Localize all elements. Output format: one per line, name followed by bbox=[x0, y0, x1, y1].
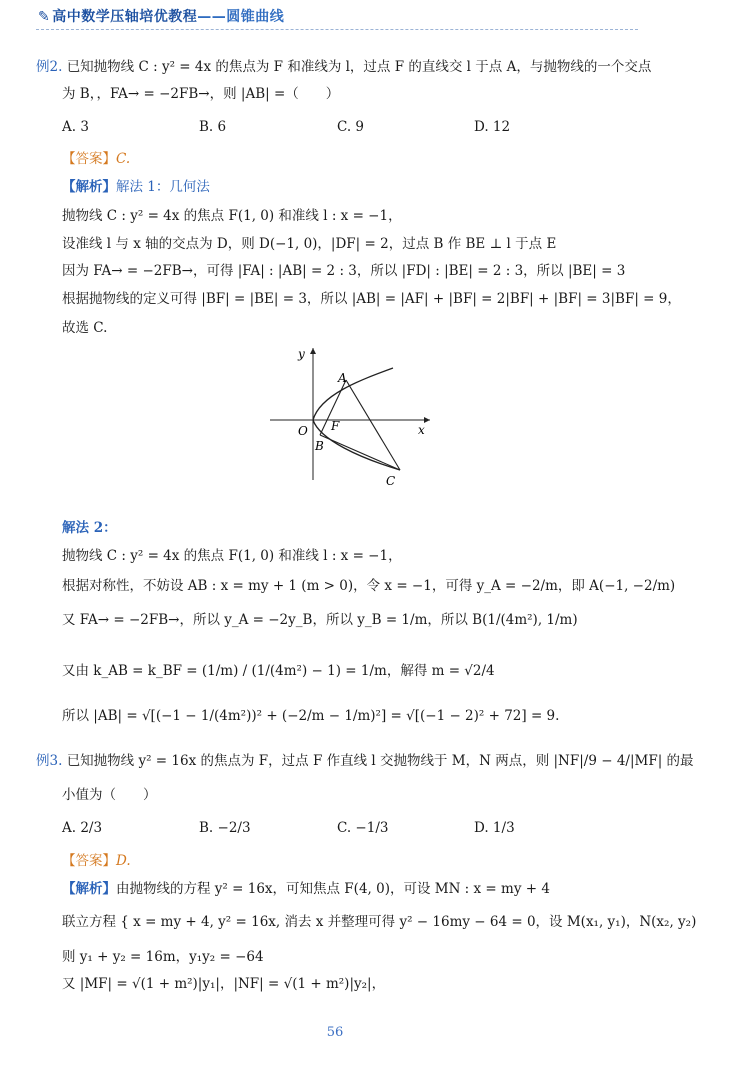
ex2-m2-line4: 又由 k_AB = k_BF = (1/m) / (1/(4m²) − 1) = 1/m，解得 m = √2/4 bbox=[62, 663, 495, 679]
label-y: y bbox=[298, 347, 305, 361]
ex2-method1-title: 解法 1：几何法 bbox=[116, 179, 210, 195]
ex2-method2-title: 解法 2： bbox=[62, 520, 117, 536]
ex3-option-c: C. −1/3 bbox=[337, 820, 389, 836]
label-c: C bbox=[386, 474, 396, 488]
label-f: F bbox=[331, 419, 340, 433]
ex2-m1-line4: 根据抛物线的定义可得 |BF| = |BE| = 3，所以 |AB| = |AF| + |BF| = 2|BF| + |BF| = 3|BF| = 9， bbox=[62, 291, 681, 307]
ex2-stem-text1: 已知抛物线 C : y² = 4x 的焦点为 F 和准线为 l，过点 F 的直线交 l 于点 A，与抛物线的一个交点 bbox=[66, 59, 652, 75]
ex2-analysis-tag: 【解析】 bbox=[62, 179, 116, 195]
running-header bbox=[38, 6, 284, 26]
parabola-curve bbox=[313, 368, 400, 470]
header-divider bbox=[36, 29, 638, 30]
ex3-line4: 又 |MF| = √(1 + m²)|y₁|，|NF| = √(1 + m²)|y₂|， bbox=[62, 976, 386, 992]
ex2-m1-line2: 设准线 l 与 x 轴的交点为 D，则 D(−1, 0)，|DF| = 2，过点 B 作 BE ⊥ l 于点 E bbox=[62, 236, 557, 252]
ex3-answer-tag: 【答案】 bbox=[62, 853, 116, 869]
ex3-line3: 则 y₁ + y₂ = 16m，y₁y₂ = −64 bbox=[62, 949, 264, 965]
ex2-m2-line5: 所以 |AB| = √[(−1 − 1/(4m²))² + (−2/m − 1/m)²] = √[(−1 − 2)² + 72] = 9. bbox=[62, 708, 560, 724]
ex2-m1-line3: 因为 FA→ = −2FB→，可得 |FA| : |AB| = 2 : 3，所以 |FD| : |BE| = 2 : 3，所以 |BE| = 3 bbox=[62, 263, 626, 279]
pen-icon: ✎ bbox=[38, 9, 51, 25]
label-o: O bbox=[298, 424, 308, 438]
ex3-answer bbox=[62, 852, 131, 870]
ex2-option-a: A. 3 bbox=[62, 119, 89, 135]
ex3-option-d: D. 1/3 bbox=[474, 820, 515, 836]
ex3-stem-line2: 小值为（ ） bbox=[62, 787, 157, 803]
ex2-option-b: B. 6 bbox=[199, 119, 227, 135]
chapter-topic: 圆锥曲线 bbox=[226, 9, 285, 25]
ex2-m2-line1: 抛物线 C : y² = 4x 的焦点 F(1, 0) 和准线 l : x = −1， bbox=[62, 548, 402, 564]
ex2-m2-line3: 又 FA→ = −2FB→，所以 y_A = −2y_B，所以 y_B = 1/m，所以 B(1/(4m²), 1/m) bbox=[62, 612, 578, 628]
ex2-answer bbox=[62, 150, 130, 168]
ex2-option-c: C. 9 bbox=[337, 119, 365, 135]
ex3-line2: 联立方程 { x = my + 4, y² = 16x, 消去 x 并整理可得 y² − 16my − 64 = 0，设 M(x₁, y₁)，N(x₂, y₂) bbox=[62, 914, 697, 930]
label-x: x bbox=[418, 423, 425, 437]
ex2-m1-line1: 抛物线 C : y² = 4x 的焦点 F(1, 0) 和准线 l : x = −1， bbox=[62, 208, 402, 224]
ex2-label: 例2. bbox=[36, 59, 63, 75]
ex3-stem-text1: 已知抛物线 y² = 16x 的焦点为 F，过点 F 作直线 l 交抛物线于 M，N 两点，则 |NF|/9 − 4/|MF| 的最 bbox=[66, 753, 694, 769]
label-a: A bbox=[338, 371, 347, 385]
header-dash: —— bbox=[197, 9, 227, 25]
segment-bc bbox=[320, 435, 400, 470]
ex2-answer-tag: 【答案】 bbox=[62, 151, 116, 167]
ex3-line1 bbox=[62, 880, 550, 898]
parabola-figure bbox=[260, 340, 440, 490]
ex3-option-b: B. −2/3 bbox=[199, 820, 251, 836]
ex2-stem-line2: 为 B，，FA→ = −2FB→，则 |AB| =（ ） bbox=[62, 86, 340, 102]
ex3-stem-line1 bbox=[36, 752, 694, 770]
page-number: 56 bbox=[326, 1025, 344, 1040]
segment-ac bbox=[346, 380, 400, 470]
ex2-answer-value: C. bbox=[116, 151, 131, 167]
ex2-m2-line2: 根据对称性，不妨设 AB : x = my + 1 (m > 0)，令 x = −1，可得 y_A = −2/m，即 A(−1, −2/m) bbox=[62, 578, 676, 594]
book-series-title: 高中数学压轴培优教程 bbox=[52, 9, 198, 25]
ex3-line1-text: 由抛物线的方程 y² = 16x，可知焦点 F(4, 0)，可设 MN : x = my + 4 bbox=[116, 881, 550, 897]
ex3-analysis-tag: 【解析】 bbox=[62, 881, 116, 897]
ex2-analysis-heading bbox=[62, 178, 210, 196]
label-b: B bbox=[315, 439, 324, 453]
ex3-answer-value: D. bbox=[116, 853, 131, 869]
ex2-option-d: D. 12 bbox=[474, 119, 511, 135]
ex3-option-a: A. 2/3 bbox=[62, 820, 103, 836]
ex3-label: 例3. bbox=[36, 753, 63, 769]
ex2-m1-line5: 故选 C. bbox=[62, 320, 108, 336]
ex2-stem-line1 bbox=[36, 58, 651, 76]
